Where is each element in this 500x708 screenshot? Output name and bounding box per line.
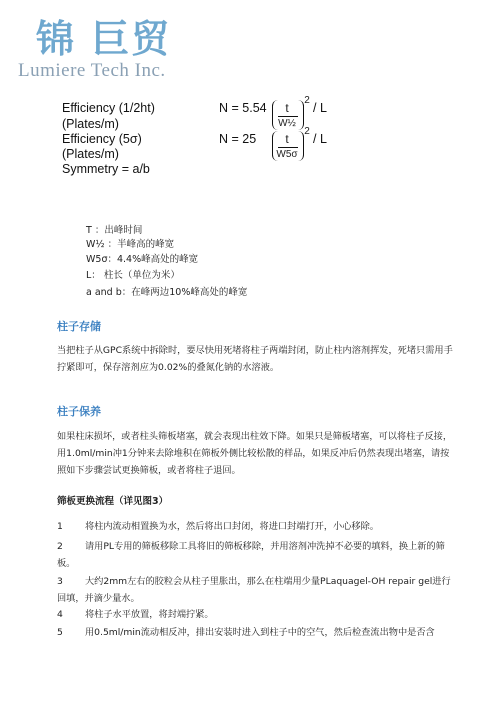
procedure-step xyxy=(57,573,457,607)
equation-2-suffix: / L xyxy=(313,132,327,146)
equation-2-denominator: W5σ xyxy=(276,149,298,160)
equation-1-fraction-bar xyxy=(278,116,298,117)
step-number: 1 xyxy=(57,521,63,532)
procedure-step xyxy=(57,538,457,572)
step-text: 大约2mm左右的胶粒会从柱子里胀出，那么在柱端用少量PLaquagel-OH repair gel进行回填，并滴少量水。 xyxy=(57,576,451,604)
section-title-column-maintenance: 柱子保养 xyxy=(57,405,101,418)
step-number: 4 xyxy=(57,609,63,620)
step-text: 将柱内流动相置换为水，然后将出口封闭，将进口封端打开，小心移除。 xyxy=(85,521,379,532)
glossary-item-l: L： 柱长（单位为米） xyxy=(86,270,180,281)
procedure-step xyxy=(57,518,457,535)
step-text: 用0.5ml/min流动相反冲，排出安装时进入到柱子中的空气，然后检查流出物中是否含 xyxy=(85,627,435,638)
logo-chinese-text: 锦 巨贸 xyxy=(36,16,172,61)
equation-1-prefix: N = 5.54 xyxy=(219,101,267,115)
section-text-column-maintenance: 如果柱床损坏，或者柱头筛板堵塞，就会表现出柱效下降。如果只是筛板堵塞，可以将柱子反接，用1.0ml/min冲1分钟来去除堆积在筛板外侧比较松散的样品，如果反冲后仍然表现出堵塞，请按照如下步骤尝试更换筛板，或者将柱子退回。 xyxy=(57,431,453,476)
glossary-item-a-and-b: a and b：在峰两边10%峰高处的峰宽 xyxy=(86,287,248,298)
glossary-item-t: T ：出峰时间 xyxy=(86,225,143,236)
step-number: 5 xyxy=(57,627,63,638)
procedure-step xyxy=(57,606,457,623)
section-title-column-storage: 柱子存储 xyxy=(57,320,101,333)
equation-1-denominator: W½ xyxy=(278,118,296,129)
equation-1-suffix: / L xyxy=(313,101,327,115)
equation-2-fraction-bar xyxy=(278,147,298,148)
step-text: 将柱子水平放置，将封端拧紧。 xyxy=(85,609,214,620)
formula-label-symmetry: Symmetry = a/b xyxy=(62,162,150,176)
equation-2-exponent: 2 xyxy=(304,126,310,137)
section-text-column-storage: 当把柱子从GPC系统中拆除时，要尽快用死堵将柱子两端封闭，防止柱内溶剂挥发，死堵只需用手拧紧即可，保存溶剂应为0.02%的叠氮化钠的水溶液。 xyxy=(57,345,453,373)
equation-2-prefix: N = 25 xyxy=(219,132,257,146)
formula-label-efficiency-5sigma: Efficiency (5σ) xyxy=(62,132,142,146)
step-number: 2 xyxy=(57,541,63,552)
formula-label-plates-per-m-1: (Plates/m) xyxy=(62,117,119,131)
step-text: 请用PL专用的筛板移除工具将旧的筛板移除，并用溶剂冲洗掉不必要的填料，换上新的筛板。 xyxy=(57,541,445,569)
equation-1-exponent: 2 xyxy=(304,95,310,106)
step-number: 3 xyxy=(57,576,63,587)
equation-2-numerator: t xyxy=(285,132,289,146)
procedure-title: 筛板更换流程（详见图3） xyxy=(57,496,169,507)
procedure-step xyxy=(57,624,457,641)
glossary-item-w-5sigma: W5σ：4.4%峰高处的峰宽 xyxy=(86,254,199,265)
formula-label-plates-per-m-2: (Plates/m) xyxy=(62,147,119,161)
equation-1-numerator: t xyxy=(285,101,289,115)
formula-label-efficiency-half-height: Efficiency (1/2ht) xyxy=(62,101,155,115)
company-logo xyxy=(18,8,188,90)
glossary-item-w-half: W½ ：半峰高的峰宽 xyxy=(86,239,175,250)
logo-english-text: Lumiere Tech Inc. xyxy=(18,60,166,81)
